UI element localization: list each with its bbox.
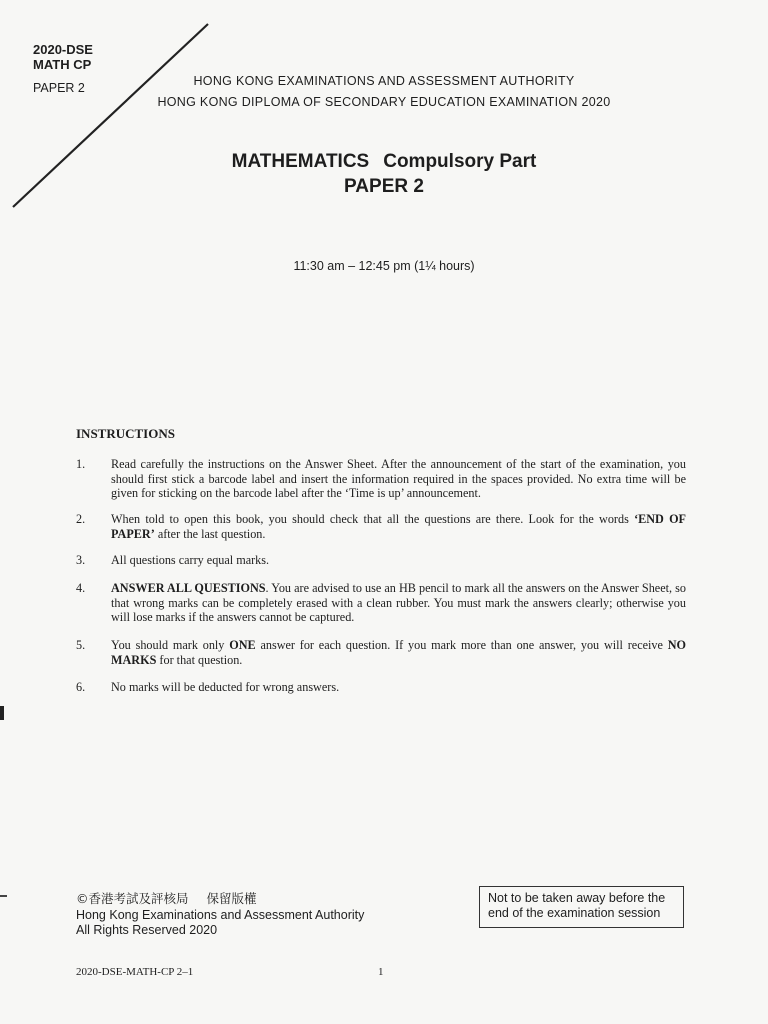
page-code: 2020-DSE-MATH-CP 2–1: [76, 966, 194, 978]
corner-code-line1: 2020-DSE: [33, 42, 93, 57]
exam-time: 11:30 am – 12:45 pm (1¼ hours): [293, 259, 475, 273]
instruction-text: [111, 581, 686, 625]
instruction-text-part: answer for each question. If you mark more than one answer, you will receive: [255, 638, 668, 652]
instruction-number: 3.: [76, 553, 86, 567]
instruction-text: [111, 638, 686, 667]
instruction-item: [76, 680, 686, 695]
instruction-text-part: for that question.: [156, 652, 243, 667]
copyright-cjk-line: [76, 891, 364, 908]
copyright-rights: All Rights Reserved 2020: [76, 923, 218, 937]
instruction-text-part: after the last question.: [154, 526, 266, 541]
instruction-number: 4.: [76, 581, 86, 595]
subject-part: Compulsory Part: [383, 151, 537, 172]
instruction-text: No marks will be deducted for wrong answers.: [111, 680, 340, 694]
exam-name: HONG KONG DIPLOMA OF SECONDARY EDUCATION EXAMINATION 2020: [157, 95, 611, 109]
instruction-item: [76, 638, 686, 667]
subject-title: [0, 151, 768, 173]
instruction-emphasis: ANSWER ALL QUESTIONS: [111, 581, 266, 595]
notice-box: [479, 886, 684, 928]
instructions-heading: INSTRUCTIONS: [76, 426, 175, 441]
instruction-number: 1.: [76, 457, 86, 471]
instruction-text-part: . You are advised to use an HB pencil to mark all the answers on the Answer Sheet, so that wrong marks can be completely erased with a clean rubber. You must mark the answers clearly; otherwise you will lose marks if the answers cannot be captured.: [111, 581, 686, 625]
instruction-emphasis: ONE: [229, 638, 256, 652]
copyright-authority: Hong Kong Examinations and Assessment Authority: [76, 907, 365, 922]
instruction-item: [76, 512, 686, 541]
scan-dash: [0, 895, 7, 897]
instruction-text-part: When told to open this book, you should check that all the questions are there. Look for the words: [111, 512, 635, 526]
subject-name: MATHEMATICS: [231, 151, 370, 172]
scan-mark: [0, 706, 4, 720]
notice-line1: Not to be taken away before the: [488, 891, 666, 905]
instruction-item: [76, 553, 686, 568]
instruction-number: 6.: [76, 680, 86, 694]
instruction-text: All questions carry equal marks.: [111, 553, 270, 567]
instruction-text-part: You should mark only: [111, 638, 230, 652]
instruction-text: Read carefully the instructions on the Answer Sheet. After the announcement of the start of the examination, you should first stick a barcode label and insert the information required in the spaces provided. No extra time will be given for sticking on the barcode label after the ‘Time is up’ announcement.: [111, 457, 686, 501]
copyright-block: [76, 891, 364, 939]
corner-paper-label: PAPER 2: [33, 81, 85, 95]
instruction-item: [76, 581, 686, 625]
instruction-number: 2.: [76, 512, 86, 526]
instruction-emphasis: ‘END OF PAPER’: [111, 512, 687, 541]
instruction-item: [76, 457, 686, 501]
rights-cjk: 保留版權: [206, 891, 257, 906]
copyright-cjk: ©香港考試及評核局: [76, 891, 189, 906]
paper-title: PAPER 2: [344, 176, 424, 197]
corner-code-line2: MATH CP: [33, 57, 92, 72]
instruction-text: [111, 512, 686, 541]
instruction-emphasis: NO MARKS: [111, 638, 686, 667]
authority-name: HONG KONG EXAMINATIONS AND ASSESSMENT AUTHORITY: [193, 74, 575, 88]
page-number: 1: [378, 966, 384, 978]
instruction-number: 5.: [76, 638, 86, 652]
notice-line2: end of the examination session: [488, 906, 661, 920]
corner-paper-code: [33, 42, 93, 72]
